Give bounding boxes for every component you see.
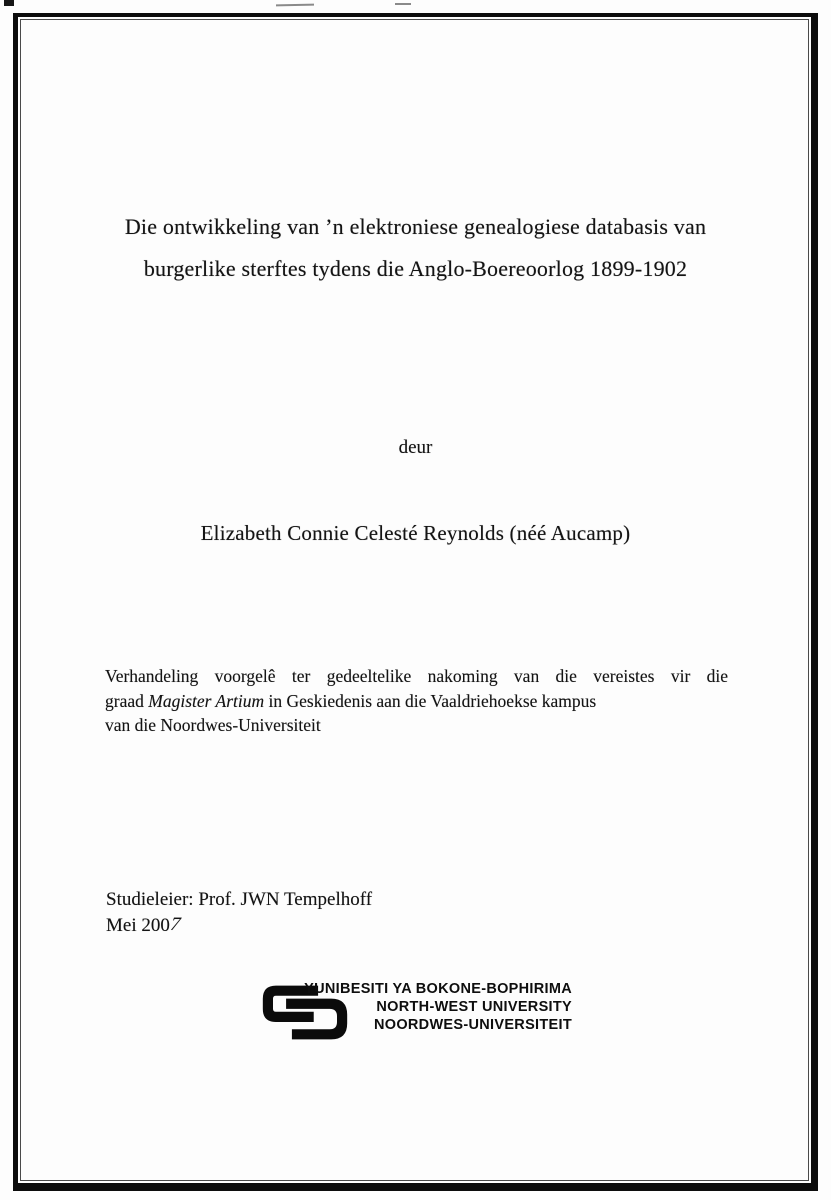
degree-statement-line1: Verhandeling voorgelê ter gedeeltelike nakoming van die vereistes vir die [105, 666, 728, 686]
degree-statement-line2-pre: graad [105, 690, 149, 711]
degree-statement-line2 [105, 689, 728, 714]
date-line [106, 914, 184, 937]
nwu-logo-text-english: NORTH-WEST UNIVERSITY [376, 999, 572, 1015]
degree-statement [105, 664, 728, 738]
date-last-digit: 7 [166, 914, 184, 935]
nwu-logo-text-setswana: YUNIBESITI YA BOKONE-BOPHIRIMA [304, 981, 572, 997]
date-prefix: Mei 200 [106, 915, 170, 936]
scan-speck [276, 4, 314, 7]
byline-label: deur [398, 437, 433, 458]
thesis-title-line2: burgerlike sterftes tydens die Anglo-Boereoorlog 1899-1902 [143, 256, 688, 281]
thesis-title [60, 206, 771, 290]
nwu-logo-text-afrikaans: NOORDWES-UNIVERSITEIT [373, 1017, 572, 1033]
scan-speck [395, 3, 411, 5]
scan-speck [4, 0, 14, 6]
supervisor-line: Studieleier: Prof. JWN Tempelhoff [106, 889, 373, 910]
degree-name-italic: Magister Artium [148, 690, 265, 711]
author-name: Elizabeth Connie Celesté Reynolds (néé Aucamp) [200, 521, 631, 545]
nwu-logo-text [304, 980, 572, 1034]
thesis-title-line1: Die ontwikkeling van ’n elektroniese genealogiese databasis van [124, 214, 707, 239]
degree-statement-line2-post: in Geskiedenis aan die Vaaldriehoekse kampus [264, 690, 597, 711]
degree-statement-line3: van die Noordwes-Universiteit [105, 715, 321, 735]
